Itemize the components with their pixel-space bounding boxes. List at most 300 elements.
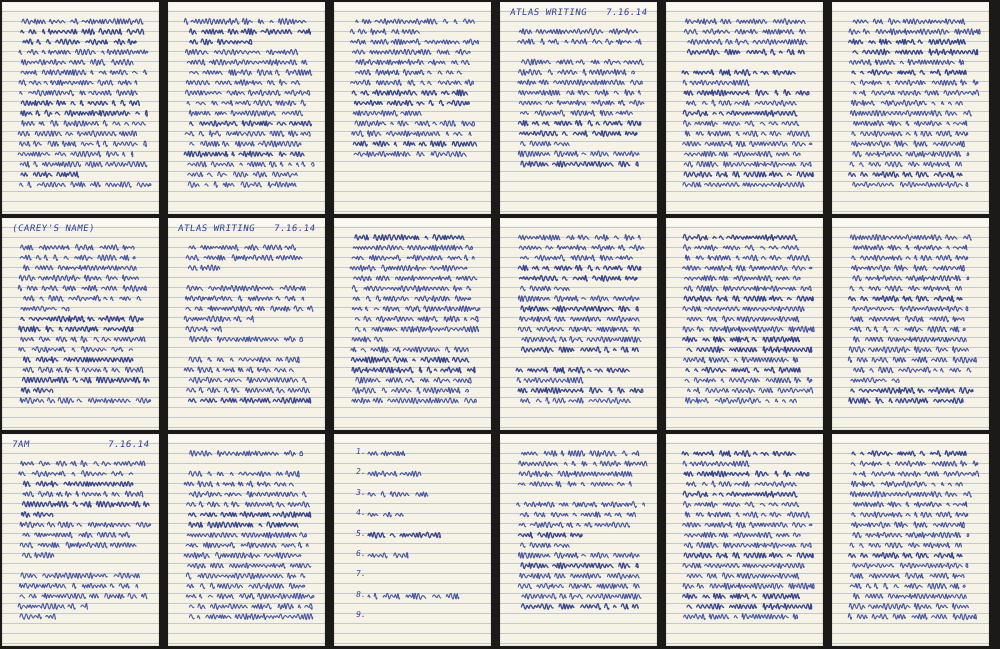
- notebook-page: [666, 434, 823, 646]
- handwriting-strokes: [168, 2, 325, 214]
- handwritten-line: [853, 532, 969, 538]
- handwritten-line: [189, 398, 311, 404]
- handwritten-line: [683, 583, 816, 589]
- handwritten-line: [517, 502, 645, 508]
- handwritten-line: [518, 151, 643, 157]
- handwritten-line: [355, 326, 478, 332]
- handwritten-line: [522, 451, 639, 457]
- handwritten-line: [520, 131, 637, 137]
- handwritten-line: [190, 121, 312, 127]
- handwritten-line: [683, 182, 804, 187]
- handwritten-line: [184, 481, 299, 487]
- list-number: 3.: [355, 487, 367, 497]
- handwritten-line: [683, 141, 812, 146]
- handwritten-line: [19, 583, 137, 588]
- handwritten-line: [186, 49, 298, 55]
- handwritten-line: [189, 110, 307, 116]
- handwritten-line: [189, 522, 302, 528]
- handwritten-line: [190, 69, 319, 75]
- handwritten-line: [851, 80, 978, 86]
- list-number: 9.: [355, 610, 367, 620]
- handwritten-line: [20, 90, 137, 96]
- handwritten-line: [852, 141, 969, 147]
- handwritten-line: [851, 316, 965, 322]
- handwritten-line: [351, 347, 468, 353]
- handwritten-line: [368, 553, 413, 558]
- handwritten-line: [683, 306, 804, 311]
- handwritten-line: [21, 172, 82, 177]
- handwritten-line: [853, 182, 972, 187]
- handwritten-line: [688, 388, 813, 394]
- handwritten-line: [852, 481, 963, 487]
- handwritten-line: [186, 306, 319, 311]
- handwriting-strokes: [168, 434, 325, 646]
- handwritten-line: [518, 39, 645, 45]
- page-heading: (CAREY'S NAME): [11, 224, 96, 234]
- handwritten-line: [683, 326, 816, 332]
- handwritten-line: [186, 573, 310, 579]
- handwritten-line: [685, 131, 809, 137]
- handwritten-line: [21, 316, 143, 322]
- handwritten-line: [184, 552, 301, 558]
- handwritten-line: [368, 512, 408, 517]
- handwriting-strokes: [500, 434, 657, 646]
- handwritten-line: [852, 255, 968, 261]
- handwritten-line: [848, 357, 976, 363]
- handwritten-line: [682, 451, 795, 457]
- handwritten-line: [854, 121, 967, 126]
- list-number: 7.: [355, 569, 367, 579]
- handwritten-line: [23, 532, 133, 538]
- handwritten-line: [684, 245, 799, 251]
- handwritten-line: [352, 90, 471, 96]
- handwritten-line: [352, 255, 474, 261]
- handwritten-line: [518, 532, 582, 538]
- handwritten-line: [353, 388, 471, 394]
- handwritten-line: [518, 553, 643, 559]
- handwriting-strokes: [666, 434, 823, 646]
- list-number: 4.: [355, 508, 367, 518]
- handwritten-line: [518, 265, 640, 270]
- handwritten-line: [520, 316, 640, 322]
- handwritten-line: [187, 532, 306, 538]
- handwritten-line: [189, 471, 299, 477]
- handwritten-line: [850, 59, 964, 65]
- handwritten-line: [852, 100, 963, 106]
- handwritten-line: [21, 70, 147, 76]
- notebook-page: [2, 434, 159, 646]
- handwritten-line: [518, 387, 643, 393]
- handwritten-line: [852, 522, 969, 528]
- handwritten-line: [686, 367, 800, 372]
- handwritten-line: [849, 603, 968, 609]
- handwritten-line: [18, 603, 87, 609]
- handwritten-line: [353, 111, 421, 117]
- handwritten-line: [352, 306, 480, 312]
- page-heading: 7AM: [11, 440, 31, 450]
- handwritten-line: [187, 387, 316, 392]
- handwritten-line: [24, 296, 141, 302]
- handwritten-line: [184, 18, 306, 24]
- handwriting-strokes: [666, 2, 823, 214]
- handwriting-strokes: [2, 434, 159, 646]
- notebook-page: [832, 218, 989, 430]
- handwritten-line: [190, 336, 303, 342]
- page-heading: ATLAS WRITING: [177, 224, 256, 234]
- handwritten-line: [185, 296, 303, 301]
- list-number: 2.: [355, 467, 367, 477]
- handwritten-line: [522, 59, 647, 65]
- handwritten-line: [516, 367, 629, 373]
- handwritten-line: [519, 461, 647, 466]
- handwritten-line: [688, 39, 807, 45]
- handwritten-line: [520, 276, 637, 282]
- handwritten-line: [189, 265, 227, 271]
- handwritten-line: [24, 265, 142, 270]
- handwritten-line: [683, 594, 800, 599]
- handwritten-line: [854, 245, 967, 250]
- handwriting-strokes: [2, 2, 159, 214]
- handwritten-line: [18, 285, 146, 291]
- handwritten-line: [684, 542, 814, 548]
- handwritten-line: [849, 553, 968, 559]
- handwritten-line: [190, 451, 303, 457]
- handwritten-line: [849, 172, 968, 178]
- handwritten-line: [684, 614, 798, 620]
- handwritten-line: [850, 543, 962, 548]
- notebook-page: [500, 2, 657, 214]
- handwritten-line: [189, 614, 312, 620]
- handwritten-line: [519, 235, 641, 241]
- handwritten-line: [520, 512, 635, 517]
- handwritten-line: [21, 100, 139, 105]
- handwritten-line: [519, 471, 639, 477]
- handwritten-line: [683, 265, 812, 270]
- handwritten-line: [852, 512, 968, 518]
- handwritten-line: [22, 120, 152, 126]
- handwritten-line: [356, 59, 476, 65]
- handwritten-line: [685, 512, 809, 518]
- handwritten-line: [190, 141, 301, 147]
- handwritten-line: [22, 19, 148, 25]
- handwritten-line: [685, 532, 801, 538]
- handwriting-strokes: [500, 2, 657, 214]
- handwritten-line: [853, 563, 972, 568]
- handwritten-line: [687, 347, 812, 353]
- handwritten-line: [848, 614, 976, 620]
- page-heading: ATLAS WRITING: [509, 8, 588, 18]
- handwritten-line: [685, 377, 812, 383]
- handwritten-line: [849, 296, 968, 302]
- handwritten-line: [854, 337, 972, 342]
- notebook-page: [832, 434, 989, 646]
- handwritten-line: [518, 583, 639, 588]
- handwritten-line: [850, 110, 971, 116]
- handwritten-line: [521, 161, 638, 167]
- handwritten-line: [368, 492, 434, 497]
- handwritten-line: [854, 90, 979, 96]
- handwriting-strokes: [2, 218, 159, 430]
- handwritten-line: [190, 29, 318, 35]
- handwritten-line: [683, 563, 804, 568]
- handwritten-line: [519, 90, 641, 96]
- handwritten-line: [853, 151, 969, 157]
- handwritten-line: [188, 161, 314, 167]
- handwritten-line: [850, 234, 971, 240]
- handwritten-line: [189, 491, 312, 497]
- handwritten-line: [854, 502, 967, 507]
- handwriting-strokes: [500, 218, 657, 430]
- handwritten-line: [186, 255, 307, 261]
- handwritten-line: [850, 326, 969, 332]
- handwritten-line: [21, 461, 151, 467]
- handwritten-line: [684, 29, 805, 34]
- handwritten-line: [190, 39, 252, 45]
- handwriting-strokes: [168, 218, 325, 430]
- handwritten-line: [518, 296, 643, 302]
- handwritten-line: [189, 604, 312, 610]
- handwritten-line: [19, 471, 133, 477]
- handwritten-line: [684, 90, 809, 96]
- handwritten-line: [187, 59, 307, 65]
- handwritten-line: [189, 245, 299, 251]
- handwritten-line: [352, 357, 476, 363]
- handwritten-line: [852, 70, 966, 75]
- handwritten-line: [684, 296, 815, 301]
- handwritten-line: [189, 377, 312, 383]
- handwritten-line: [521, 543, 570, 548]
- handwritten-line: [185, 131, 310, 137]
- handwritten-line: [20, 141, 147, 147]
- list-number: 5.: [355, 528, 367, 538]
- handwritten-line: [684, 357, 798, 363]
- handwritten-line: [518, 327, 639, 332]
- handwritten-line: [23, 552, 61, 558]
- handwritten-line: [21, 245, 135, 251]
- handwritten-line: [519, 522, 635, 527]
- handwritten-line: [350, 29, 419, 35]
- handwritten-line: [21, 306, 69, 311]
- handwritten-line: [522, 337, 641, 343]
- handwritten-line: [22, 59, 134, 65]
- handwritten-line: [849, 39, 966, 44]
- handwritten-line: [849, 29, 982, 35]
- handwritten-line: [23, 367, 143, 373]
- handwritten-line: [186, 542, 308, 548]
- handwritten-line: [187, 100, 312, 106]
- handwritten-line: [355, 100, 470, 105]
- handwritten-line: [517, 377, 588, 383]
- handwritten-line: [353, 49, 471, 54]
- handwritten-line: [688, 49, 805, 55]
- notebook-page: [334, 2, 491, 214]
- handwritten-line: [683, 110, 801, 116]
- handwritten-line: [354, 151, 471, 157]
- handwritten-line: [20, 398, 154, 404]
- handwritten-line: [19, 80, 137, 85]
- handwritten-line: [522, 347, 639, 353]
- handwritten-line: [352, 285, 476, 291]
- handwritten-line: [21, 29, 144, 35]
- handwritten-line: [189, 357, 299, 363]
- handwritten-line: [854, 367, 971, 373]
- notebook-page: [666, 218, 823, 430]
- handwritten-line: [520, 110, 632, 116]
- handwritten-line: [20, 522, 154, 528]
- handwritten-line: [19, 347, 133, 353]
- handwritten-line: [20, 255, 139, 261]
- handwritten-line: [19, 275, 138, 281]
- handwritten-line: [518, 482, 631, 487]
- handwritten-line: [355, 69, 468, 75]
- handwritten-line: [682, 70, 795, 76]
- handwritten-line: [685, 275, 801, 281]
- handwritten-line: [350, 265, 467, 271]
- handwritten-line: [854, 471, 979, 477]
- handwritten-line: [521, 141, 570, 146]
- handwritten-line: [521, 563, 638, 569]
- handwriting-strokes: [334, 2, 491, 214]
- handwritten-line: [684, 553, 815, 558]
- handwritten-line: [521, 398, 634, 404]
- handwritten-line: [683, 461, 754, 467]
- handwritten-line: [683, 80, 754, 86]
- handwritten-line: [687, 604, 812, 610]
- handwritten-line: [184, 151, 311, 157]
- handwritten-line: [684, 502, 799, 508]
- handwritten-line: [355, 121, 478, 127]
- handwritten-line: [184, 367, 299, 373]
- handwritten-line: [23, 501, 150, 507]
- handwritten-line: [850, 162, 962, 167]
- handwritten-line: [518, 80, 642, 85]
- handwriting-strokes: [832, 218, 989, 430]
- handwriting-strokes: [666, 218, 823, 430]
- notebook-page: [334, 218, 491, 430]
- handwritten-line: [353, 141, 476, 147]
- handwritten-line: [20, 542, 141, 548]
- handwritten-line: [683, 491, 801, 497]
- handwritten-line: [852, 265, 969, 271]
- handwritten-line: [684, 286, 814, 292]
- handwritten-line: [853, 275, 969, 281]
- handwritten-line: [20, 593, 153, 598]
- handwritten-line: [683, 234, 801, 240]
- handwritten-line: [522, 593, 641, 599]
- handwritten-line: [687, 573, 802, 579]
- notebook-page: [832, 2, 989, 214]
- handwritten-line: [353, 296, 471, 302]
- handwritten-line: [368, 532, 443, 538]
- handwritten-line: [522, 604, 639, 610]
- handwritten-line: [851, 573, 965, 579]
- handwritten-line: [686, 398, 797, 404]
- handwritten-line: [355, 316, 478, 322]
- notebook-page: [2, 218, 159, 430]
- handwritten-line: [518, 121, 640, 126]
- handwritten-line: [186, 327, 222, 332]
- handwritten-line: [368, 593, 464, 599]
- handwritten-line: [20, 182, 151, 187]
- handwritten-line: [352, 131, 471, 137]
- handwritten-line: [352, 367, 475, 373]
- notebook-page: [334, 434, 491, 646]
- handwritten-line: [852, 451, 966, 456]
- handwritten-line: [521, 286, 570, 291]
- handwritten-line: [520, 573, 640, 579]
- handwritten-line: [850, 286, 962, 291]
- handwritten-line: [849, 347, 968, 353]
- handwritten-line: [21, 336, 151, 342]
- handwritten-line: [684, 172, 815, 177]
- handwritten-line: [853, 306, 972, 311]
- handwritten-line: [353, 245, 472, 251]
- handwritten-line: [519, 69, 637, 75]
- notebook-page: [2, 2, 159, 214]
- notebook-page: [500, 434, 657, 646]
- handwritten-line: [684, 471, 809, 477]
- handwritten-line: [354, 276, 484, 281]
- handwritten-line: [368, 471, 421, 476]
- page-date: 7.16.14: [604, 8, 648, 18]
- handwritten-line: [685, 151, 801, 157]
- handwritten-line: [24, 481, 133, 487]
- handwritten-line: [18, 151, 133, 157]
- notebook-page: [168, 434, 325, 646]
- handwritten-line: [683, 337, 800, 342]
- handwritten-line: [852, 131, 968, 137]
- page-date: 7.16.14: [272, 224, 316, 234]
- handwritten-line: [189, 512, 311, 518]
- handwritten-line: [188, 563, 318, 568]
- handwritten-line: [520, 255, 632, 261]
- handwritten-line: [356, 377, 473, 383]
- handwritten-line: [20, 162, 150, 168]
- handwritten-line: [368, 451, 410, 456]
- handwritten-line: [683, 522, 812, 527]
- notebook-page: [500, 218, 657, 430]
- list-number: 8.: [355, 589, 367, 599]
- handwritten-line: [684, 161, 814, 167]
- handwritten-line: [849, 398, 963, 404]
- handwriting-strokes: [832, 2, 989, 214]
- handwritten-line: [23, 491, 143, 497]
- handwritten-line: [18, 131, 136, 137]
- handwritten-line: [188, 182, 301, 188]
- handwritten-line: [851, 461, 978, 467]
- handwritten-line: [851, 378, 899, 383]
- handwritten-line: [23, 377, 150, 383]
- handwritten-line: [854, 593, 972, 598]
- handwritten-line: [23, 39, 136, 45]
- handwritten-line: [351, 80, 474, 86]
- handwritten-line: [187, 583, 305, 589]
- handwritten-line: [188, 172, 298, 178]
- handwritten-line: [184, 316, 253, 322]
- handwritten-line: [686, 19, 806, 25]
- list-number: 6.: [355, 549, 367, 558]
- handwritten-line: [20, 614, 56, 619]
- handwritten-line: [24, 357, 133, 363]
- handwritten-line: [519, 100, 644, 106]
- handwritten-line: [21, 573, 140, 579]
- handwritten-line: [519, 245, 644, 251]
- handwritten-line: [186, 90, 315, 96]
- handwritten-line: [21, 110, 153, 116]
- notebook-page: [168, 218, 325, 430]
- handwritten-line: [687, 316, 802, 322]
- handwritten-line: [19, 326, 133, 332]
